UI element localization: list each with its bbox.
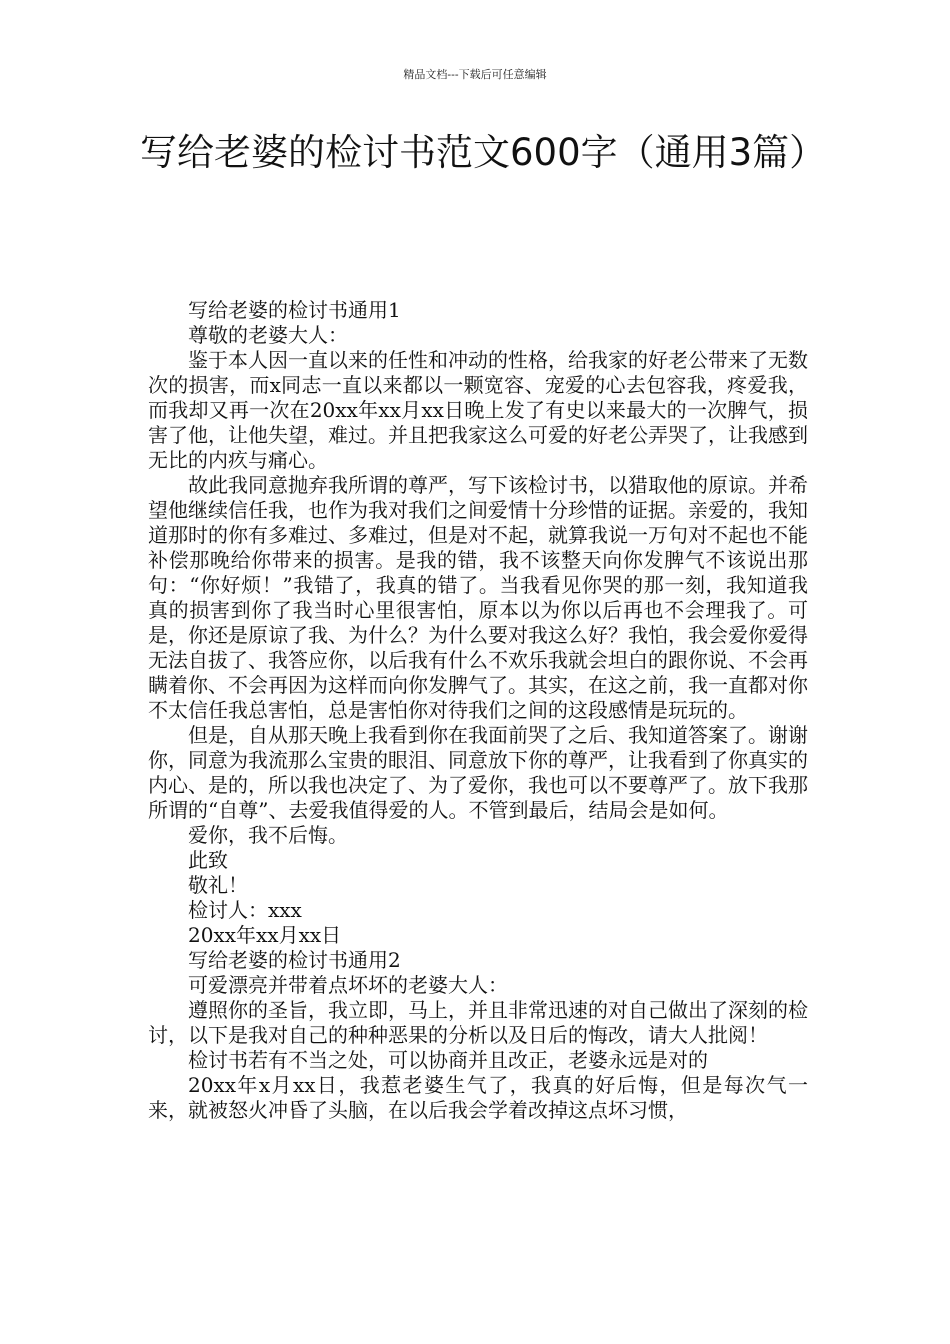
body-paragraph: 爱你，我不后悔。 (188, 823, 348, 847)
body-paragraph: 但是，自从那天晚上我看到你在我面前哭了之后、我知道答案了。谢谢你，同意为我流那么宝贵的眼泪、同意放下你的尊严，让我看到了你真实的内心、是的，所以我也决定了、为了爱你，我也可以不要尊严了。放下我那所谓的“自尊”、去爱我值得爱的人。不管到最后，结局会是如何。 (148, 723, 808, 822)
body-paragraph: 20xx年x月xx日，我惹老婆生气了，我真的好后悔，但是每次气一来，就被怒火冲昏了头脑，在以后我会学着改掉这点坏习惯， (148, 1073, 808, 1122)
document-title: 写给老婆的检讨书范文600字（通用3篇） (140, 131, 827, 174)
closing-line: 此致 (188, 848, 228, 872)
salutation-1: 尊敬的老婆大人： (188, 323, 348, 347)
closing-line: 敬礼！ (188, 873, 248, 897)
salutation-2: 可爱漂亮并带着点坏坏的老婆大人： (188, 973, 508, 997)
body-paragraph: 检讨书若有不当之处，可以协商并且改正，老婆永远是对的 (188, 1048, 708, 1072)
date-line: 20xx年xx月xx日 (188, 923, 342, 947)
body-paragraph: 遵照你的圣旨，我立即，马上，并且非常迅速的对自己做出了深刻的检讨，以下是我对自己的种种恶果的分析以及日后的悔改，请大人批阅！ (148, 998, 808, 1047)
section-heading-1: 写给老婆的检讨书通用1 (188, 298, 401, 322)
body-paragraph: 故此我同意抛弃我所谓的尊严，写下该检讨书，以猎取他的原谅。并希望他继续信任我，也作为我对我们之间爱情十分珍惜的证据。亲爱的，我知道那时的你有多难过、多难过，但是对不起，就算我说一万句对不起也不能补偿那晚给你带来的损害。是我的错，我不该整天向你发脾气不该说出那句：“你好烦！”我错了，我真的错了。当我看见你哭的那一刻，我知道我真的损害到你了我当时心里很害怕，原本以为你以后再也不会理我了。可是，你还是原谅了我、为什么？为什么要对我这么好？我怕，我会爱你爱得无法自拔了、我答应你，以后我有什么不欢乐我就会坦白的跟你说、不会再瞒着你、不会再因为这样而向你发脾气了。其实，在这之前，我一直都对你不太信任我总害怕，总是害怕你对待我们之间的这段感情是玩玩的。 (148, 473, 808, 722)
page-header-note: 精品文档---下载后可任意编辑 (403, 68, 547, 81)
section-heading-2: 写给老婆的检讨书通用2 (188, 948, 401, 972)
body-paragraph: 鉴于本人因一直以来的任性和冲动的性格，给我家的好老公带来了无数次的损害，而x同志一直以来都以一颗宽容、宠爱的心去包容我，疼爱我，而我却又再一次在20xx年xx月xx日晚上发了有史以来最大的一次脾气，损害了他，让他失望，难过。并且把我家这么可爱的好老公弄哭了，让我感到无比的内疚与痛心。 (148, 348, 808, 472)
signature-line: 检讨人：xxx (188, 898, 302, 922)
document-body (148, 298, 808, 1123)
